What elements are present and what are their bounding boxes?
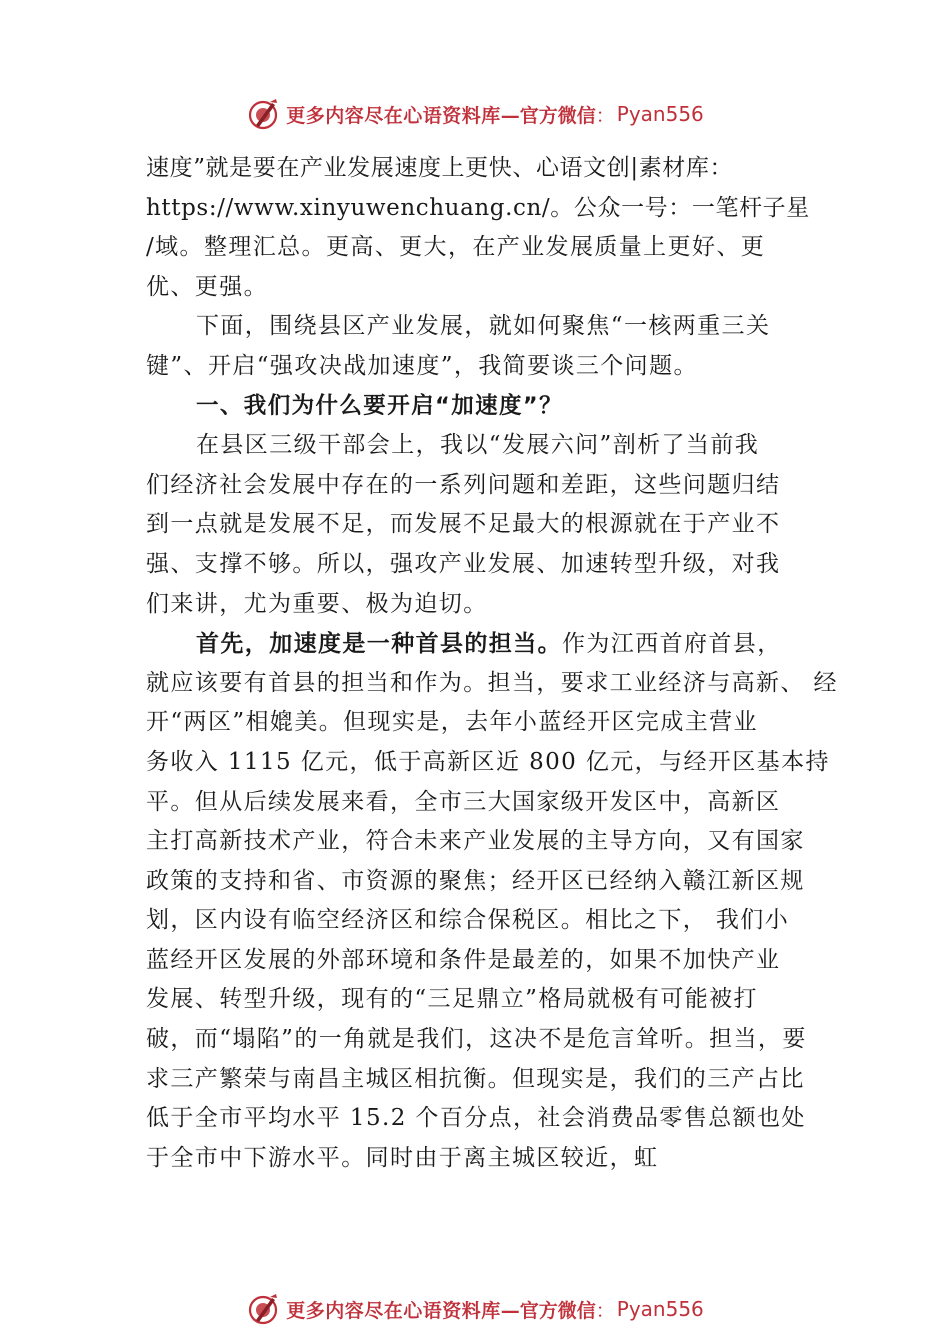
text-span: 作为江西首府首县， (562, 631, 782, 658)
bold-lead-sentence: 首先，加速度是一种首县的担当。 (196, 630, 562, 658)
header-banner (0, 94, 950, 134)
pen-logo-icon (246, 1292, 280, 1326)
text-line: 开“两区”相媲美。但现实是，去年小蓝经开区完成主营业 (146, 709, 758, 736)
text-line: 主打高新技术产业，符合未来产业发展的主导方向，又有国家 (146, 828, 805, 855)
banner-wechat-id: Pyan556 (616, 1297, 704, 1321)
text-line: /域。整理汇总。更高、更大，在产业发展质量上更好、更 (146, 234, 766, 261)
text-line: 平。但从后续发展来看，全市三大国家级开发区中，高新区 (146, 788, 781, 815)
document-body (146, 149, 838, 1178)
pen-logo-icon (246, 97, 280, 131)
banner-separator: —官方微信 (500, 104, 596, 127)
text-line: 低于全市平均水平 15.2 个百分点，社会消费品零售总额也处 (146, 1105, 806, 1132)
text-line: 们来讲，尤为重要、极为迫切。 (146, 590, 488, 617)
text-line: 到一点就是发展不足，而发展不足最大的根源就在于产业不 (146, 511, 781, 538)
banner-wechat-id: Pyan556 (616, 102, 704, 126)
text-line: 蓝经开区发展的外部环境和条件是最差的，如果不加快产业 (146, 946, 781, 973)
text-line: 划，区内设有临空经济区和综合保税区。相比之下， 我们小 (146, 907, 790, 934)
text-line: 在县区三级干部会上，我以“发展六问”剖析了当前我 (196, 432, 760, 459)
text-line: 务收入 1115 亿元，低于高新区近 800 亿元，与经开区基本持 (146, 748, 830, 775)
section-heading: 一、我们为什么要开启“加速度”？ (196, 392, 563, 419)
footer-banner (0, 1289, 950, 1329)
banner-separator: —官方微信 (500, 1299, 596, 1322)
banner-text: 更多内容尽在心语资料库 (286, 104, 501, 127)
banner-text: 更多内容尽在心语资料库 (286, 1299, 501, 1322)
text-line: https://www.xinyuwenchuang.cn/。公众一号：一笔杆子星 (146, 194, 810, 221)
text-line: 破，而“塌陷”的一角就是我们，这决不是危言耸听。担当，要 (146, 1026, 807, 1053)
text-line: 求三产繁荣与南昌主城区相抗衡。但现实是，我们的三产占比 (146, 1065, 805, 1092)
banner-colon: ： (595, 1299, 615, 1322)
text-line: 下面，围绕县区产业发展，就如何聚焦“一核两重三关 (196, 313, 771, 340)
banner-colon: ： (595, 104, 615, 127)
text-line: 键”、开启“强攻决战加速度”，我简要谈三个问题。 (146, 352, 698, 379)
text-line (146, 624, 826, 664)
text-line: 就应该要有首县的担当和作为。担当，要求工业经济与高新、 经 (146, 669, 838, 696)
text-line: 强、支撑不够。所以，强攻产业发展、加速转型升级，对我 (146, 550, 781, 577)
text-line: 速度”就是要在产业发展速度上更快、心语文创|素材库： (146, 155, 734, 181)
text-line: 们经济社会发展中存在的一系列问题和差距，这些问题归结 (146, 471, 781, 498)
text-line: 于全市中下游水平。同时由于离主城区较近，虹 (146, 1144, 659, 1171)
text-line: 发展、转型升级，现有的“三足鼎立”格局就极有可能被打 (146, 986, 758, 1013)
text-line: 政策的支持和省、市资源的聚焦；经开区已经纳入赣江新区规 (146, 867, 805, 894)
text-line: 优、更强。 (146, 273, 268, 300)
